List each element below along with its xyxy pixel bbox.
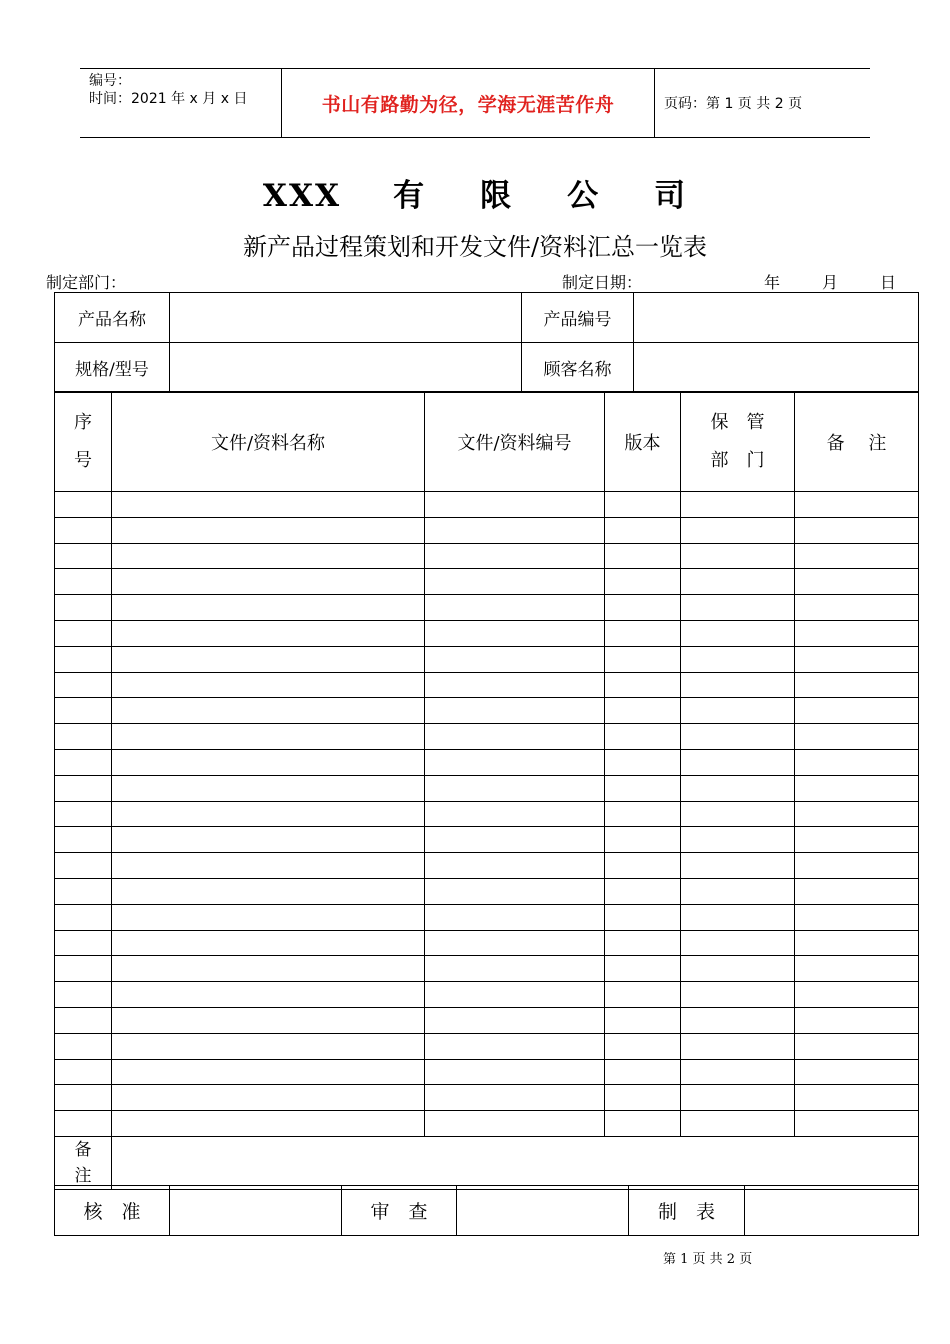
- dept-cell[interactable]: [681, 775, 795, 801]
- seq-cell[interactable]: [55, 1111, 112, 1137]
- version-cell[interactable]: [605, 492, 681, 518]
- seq-cell[interactable]: [55, 904, 112, 930]
- seq-cell[interactable]: [55, 878, 112, 904]
- version-cell[interactable]: [605, 517, 681, 543]
- name-cell[interactable]: [112, 775, 425, 801]
- col-dept-header-line: 部 门: [710, 449, 765, 471]
- dept-cell[interactable]: [681, 853, 795, 879]
- remark-cell[interactable]: [795, 1111, 919, 1137]
- name-cell[interactable]: [112, 620, 425, 646]
- col-seq-header-line: 号: [74, 449, 92, 471]
- table-row: [55, 878, 919, 904]
- product-name-field[interactable]: [170, 293, 522, 343]
- time-label: 时间：2021 年 x 月 x 日: [89, 91, 248, 107]
- name-cell[interactable]: [112, 517, 425, 543]
- spec-field[interactable]: [170, 343, 522, 393]
- remark-cell[interactable]: [795, 543, 919, 569]
- table-row: [55, 1033, 919, 1059]
- number-cell[interactable]: [425, 724, 605, 750]
- table-row: [55, 749, 919, 775]
- seq-cell[interactable]: [55, 1085, 112, 1111]
- seq-cell[interactable]: [55, 930, 112, 956]
- version-cell[interactable]: [605, 749, 681, 775]
- name-cell[interactable]: [112, 569, 425, 595]
- dept-cell[interactable]: [681, 517, 795, 543]
- remark-cell[interactable]: [795, 646, 919, 672]
- dept-cell[interactable]: [681, 724, 795, 750]
- table-row: [55, 698, 919, 724]
- version-cell[interactable]: [605, 595, 681, 621]
- version-cell[interactable]: [605, 1007, 681, 1033]
- name-cell[interactable]: [112, 1007, 425, 1033]
- seq-cell[interactable]: [55, 646, 112, 672]
- table-row: [55, 672, 919, 698]
- table-row: [55, 543, 919, 569]
- number-cell[interactable]: [425, 956, 605, 982]
- remark-cell[interactable]: [795, 801, 919, 827]
- seq-cell[interactable]: [55, 956, 112, 982]
- table-row: [55, 1085, 919, 1111]
- table-row: [55, 492, 919, 518]
- table-row: [55, 646, 919, 672]
- header-slogan: 书山有路勤为径，学海无涯苦作舟: [282, 69, 655, 137]
- dept-cell[interactable]: [681, 1007, 795, 1033]
- product-no-field[interactable]: [634, 293, 919, 343]
- remark-cell[interactable]: [795, 904, 919, 930]
- dept-cell[interactable]: [681, 956, 795, 982]
- seq-cell[interactable]: [55, 492, 112, 518]
- name-cell[interactable]: [112, 904, 425, 930]
- remark-cell[interactable]: [795, 517, 919, 543]
- number-cell[interactable]: [425, 698, 605, 724]
- version-cell[interactable]: [605, 827, 681, 853]
- remark-cell[interactable]: [795, 620, 919, 646]
- dept-cell[interactable]: [681, 672, 795, 698]
- dept-cell[interactable]: [681, 595, 795, 621]
- seq-cell[interactable]: [55, 827, 112, 853]
- version-cell[interactable]: [605, 698, 681, 724]
- remark-cell[interactable]: [795, 698, 919, 724]
- version-cell[interactable]: [605, 878, 681, 904]
- name-cell[interactable]: [112, 827, 425, 853]
- seq-cell[interactable]: [55, 698, 112, 724]
- remark-cell[interactable]: [795, 982, 919, 1008]
- company-name: [0, 170, 950, 215]
- version-cell[interactable]: [605, 775, 681, 801]
- name-cell[interactable]: [112, 930, 425, 956]
- name-cell[interactable]: [112, 646, 425, 672]
- name-cell[interactable]: [112, 878, 425, 904]
- number-cell[interactable]: [425, 595, 605, 621]
- number-cell[interactable]: [425, 904, 605, 930]
- seq-cell[interactable]: [55, 1059, 112, 1085]
- product-no-label: 产品编号: [522, 293, 634, 343]
- name-cell[interactable]: [112, 1085, 425, 1111]
- number-cell[interactable]: [425, 801, 605, 827]
- seq-cell[interactable]: [55, 543, 112, 569]
- dept-cell[interactable]: [681, 904, 795, 930]
- dept-cell[interactable]: [681, 698, 795, 724]
- number-cell[interactable]: [425, 775, 605, 801]
- number-cell[interactable]: [425, 1007, 605, 1033]
- dept-cell[interactable]: [681, 620, 795, 646]
- page-footer: 第 1 页 共 2 页: [663, 1252, 753, 1267]
- name-cell[interactable]: [112, 982, 425, 1008]
- seq-cell[interactable]: [55, 1007, 112, 1033]
- remark-cell[interactable]: [795, 1085, 919, 1111]
- notes-label-line: 备: [74, 1139, 92, 1160]
- dept-cell[interactable]: [681, 878, 795, 904]
- version-cell[interactable]: [605, 930, 681, 956]
- dept-cell[interactable]: [681, 492, 795, 518]
- remark-cell[interactable]: [795, 672, 919, 698]
- number-cell[interactable]: [425, 1085, 605, 1111]
- col-name-header: 文件/资料名称: [112, 392, 425, 492]
- table-row: [55, 724, 919, 750]
- customer-label: 顾客名称: [522, 343, 634, 393]
- name-cell[interactable]: [112, 853, 425, 879]
- number-cell[interactable]: [425, 827, 605, 853]
- table-row: [55, 801, 919, 827]
- version-cell[interactable]: [605, 801, 681, 827]
- remark-cell[interactable]: [795, 569, 919, 595]
- number-cell[interactable]: [425, 672, 605, 698]
- number-cell[interactable]: [425, 620, 605, 646]
- number-cell[interactable]: [425, 1033, 605, 1059]
- remark-cell[interactable]: [795, 724, 919, 750]
- number-cell[interactable]: [425, 1059, 605, 1085]
- form-title: 新产品过程策划和开发文件/资料汇总一览表: [242, 233, 708, 261]
- number-cell[interactable]: [425, 930, 605, 956]
- approve-label: 核 准: [55, 1186, 170, 1236]
- remark-cell[interactable]: [795, 749, 919, 775]
- review-label: 审 查: [342, 1186, 457, 1236]
- product-name-label: 产品名称: [55, 293, 170, 343]
- number-cell[interactable]: [425, 517, 605, 543]
- table-row: [55, 569, 919, 595]
- name-cell[interactable]: [112, 749, 425, 775]
- table-row: [55, 904, 919, 930]
- remark-cell[interactable]: [795, 1007, 919, 1033]
- name-cell[interactable]: [112, 1033, 425, 1059]
- code-label: 编号：: [89, 73, 131, 89]
- seq-cell[interactable]: [55, 724, 112, 750]
- notes-label: [55, 1136, 112, 1189]
- signoff-table: [54, 1185, 919, 1236]
- col-version-header: 版本: [605, 392, 681, 492]
- notes-label-line: 注: [74, 1165, 92, 1186]
- remark-cell[interactable]: [795, 956, 919, 982]
- version-cell[interactable]: [605, 982, 681, 1008]
- dept-cell[interactable]: [681, 1059, 795, 1085]
- dept-cell[interactable]: [681, 801, 795, 827]
- day-label: 日: [880, 273, 897, 292]
- dept-cell[interactable]: [681, 1111, 795, 1137]
- number-cell[interactable]: [425, 646, 605, 672]
- company-name-part: 司: [654, 178, 688, 214]
- table-row: [55, 1059, 919, 1085]
- dept-cell[interactable]: [681, 1085, 795, 1111]
- dept-cell[interactable]: [681, 982, 795, 1008]
- name-cell[interactable]: [112, 595, 425, 621]
- table-row: [55, 595, 919, 621]
- col-number-header: 文件/资料编号: [425, 392, 605, 492]
- prepare-label: 制 表: [629, 1186, 745, 1236]
- number-cell[interactable]: [425, 878, 605, 904]
- name-cell[interactable]: [112, 543, 425, 569]
- date-label: 制定日期：: [562, 273, 643, 292]
- remark-cell[interactable]: [795, 878, 919, 904]
- version-cell[interactable]: [605, 1033, 681, 1059]
- name-cell[interactable]: [112, 492, 425, 518]
- table-row: [55, 930, 919, 956]
- dept-cell[interactable]: [681, 543, 795, 569]
- seq-cell[interactable]: [55, 801, 112, 827]
- spec-label: 规格/型号: [55, 343, 170, 393]
- seq-cell[interactable]: [55, 517, 112, 543]
- company-name-part: 有: [393, 178, 427, 214]
- seq-cell[interactable]: [55, 749, 112, 775]
- document-header: [80, 68, 870, 138]
- company-name-part: 公: [567, 178, 601, 214]
- remark-cell[interactable]: [795, 775, 919, 801]
- version-cell[interactable]: [605, 646, 681, 672]
- table-row: [55, 620, 919, 646]
- year-label: 年: [764, 273, 781, 292]
- table-header-row: [55, 392, 919, 492]
- number-cell[interactable]: [425, 982, 605, 1008]
- remark-cell[interactable]: [795, 1033, 919, 1059]
- col-dept-header-line: 保 管: [710, 411, 765, 433]
- dept-cell[interactable]: [681, 827, 795, 853]
- approve-field[interactable]: [170, 1186, 342, 1236]
- document-list-table: [54, 391, 919, 1190]
- header-page-info: 页码：第 1 页 共 2 页: [664, 96, 803, 112]
- number-cell[interactable]: [425, 1111, 605, 1137]
- name-cell[interactable]: [112, 1059, 425, 1085]
- table-row: [55, 853, 919, 879]
- customer-field[interactable]: [634, 343, 919, 393]
- name-cell[interactable]: [112, 801, 425, 827]
- name-cell[interactable]: [112, 724, 425, 750]
- version-cell[interactable]: [605, 569, 681, 595]
- col-dept-header: [681, 392, 795, 492]
- name-cell[interactable]: [112, 698, 425, 724]
- notes-field[interactable]: [112, 1136, 919, 1189]
- name-cell[interactable]: [112, 672, 425, 698]
- table-row: [55, 956, 919, 982]
- number-cell[interactable]: [425, 853, 605, 879]
- version-cell[interactable]: [605, 1111, 681, 1137]
- seq-cell[interactable]: [55, 982, 112, 1008]
- seq-cell[interactable]: [55, 672, 112, 698]
- number-cell[interactable]: [425, 543, 605, 569]
- version-cell[interactable]: [605, 1085, 681, 1111]
- notes-row: [55, 1136, 919, 1189]
- prepare-field[interactable]: [745, 1186, 919, 1236]
- month-label: 月: [822, 273, 839, 292]
- col-seq-header-line: 序: [74, 411, 92, 433]
- dept-cell[interactable]: [681, 569, 795, 595]
- version-cell[interactable]: [605, 543, 681, 569]
- company-name-part: XXX: [262, 178, 342, 214]
- remark-cell[interactable]: [795, 492, 919, 518]
- remark-cell[interactable]: [795, 827, 919, 853]
- dept-label: 制定部门：: [46, 273, 127, 292]
- table-row: [55, 1111, 919, 1137]
- name-cell[interactable]: [112, 956, 425, 982]
- seq-cell[interactable]: [55, 775, 112, 801]
- version-cell[interactable]: [605, 724, 681, 750]
- version-cell[interactable]: [605, 904, 681, 930]
- table-row: [55, 827, 919, 853]
- version-cell[interactable]: [605, 853, 681, 879]
- number-cell[interactable]: [425, 569, 605, 595]
- version-cell[interactable]: [605, 1059, 681, 1085]
- name-cell[interactable]: [112, 1111, 425, 1137]
- remark-cell[interactable]: [795, 595, 919, 621]
- table-row: [55, 1007, 919, 1033]
- version-cell[interactable]: [605, 620, 681, 646]
- number-cell[interactable]: [425, 749, 605, 775]
- version-cell[interactable]: [605, 672, 681, 698]
- table-row: [55, 775, 919, 801]
- dept-cell[interactable]: [681, 749, 795, 775]
- col-seq-header: [55, 392, 112, 492]
- dept-cell[interactable]: [681, 930, 795, 956]
- version-cell[interactable]: [605, 956, 681, 982]
- remark-cell[interactable]: [795, 1059, 919, 1085]
- seq-cell[interactable]: [55, 1033, 112, 1059]
- product-info-table: [54, 292, 919, 393]
- table-row: [55, 982, 919, 1008]
- seq-cell[interactable]: [55, 569, 112, 595]
- seq-cell[interactable]: [55, 853, 112, 879]
- dept-cell[interactable]: [681, 1033, 795, 1059]
- header-meta-cell: [80, 69, 282, 137]
- col-remark-header: 备 注: [795, 392, 919, 492]
- table-row: [55, 517, 919, 543]
- company-name-part: 限: [480, 178, 514, 214]
- seq-cell[interactable]: [55, 620, 112, 646]
- dept-cell[interactable]: [681, 646, 795, 672]
- number-cell[interactable]: [425, 492, 605, 518]
- remark-cell[interactable]: [795, 930, 919, 956]
- seq-cell[interactable]: [55, 595, 112, 621]
- remark-cell[interactable]: [795, 853, 919, 879]
- review-field[interactable]: [457, 1186, 629, 1236]
